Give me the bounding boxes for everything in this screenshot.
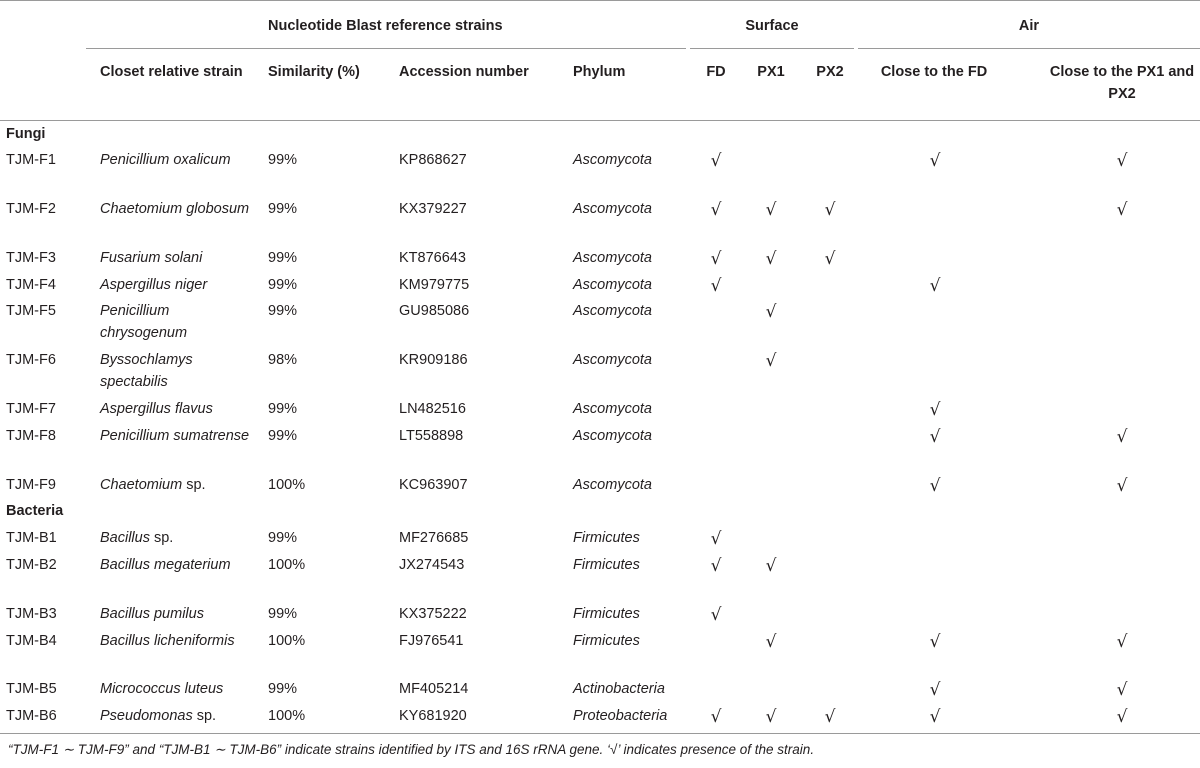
header-group-surface: Surface xyxy=(745,18,799,34)
similarity-value: 99% xyxy=(268,530,298,546)
top-rule xyxy=(0,0,1200,1)
accession-number: KP868627 xyxy=(399,152,467,168)
presence-check-air-fd: √ xyxy=(929,632,941,652)
accession-number: MF405214 xyxy=(399,681,469,697)
strain-name: Bacillus megaterium xyxy=(100,557,231,573)
similarity-value: 100% xyxy=(268,708,306,724)
similarity-value: 99% xyxy=(268,152,298,168)
similarity-value: 99% xyxy=(268,428,298,444)
strain-id: TJM-F8 xyxy=(6,428,56,444)
presence-check-px1: √ xyxy=(765,200,777,220)
presence-check-fd: √ xyxy=(710,249,722,269)
presence-check-fd: √ xyxy=(710,707,722,727)
phylum-name: Ascomycota xyxy=(573,428,652,444)
phylum-name: Firmicutes xyxy=(573,557,640,573)
presence-check-air-fd: √ xyxy=(929,680,941,700)
strain-name-cell xyxy=(100,554,250,576)
accession-number: LT558898 xyxy=(399,428,464,444)
strain-suffix: sp. xyxy=(149,530,174,546)
header-col-accession: Accession number xyxy=(399,64,529,80)
presence-check-px1: √ xyxy=(765,249,777,269)
similarity-value: 99% xyxy=(268,201,298,217)
header-col-air-fd: Close to the FD xyxy=(880,64,988,80)
strain-name-cell xyxy=(100,149,250,171)
phylum-name: Ascomycota xyxy=(573,277,652,293)
strain-suffix: sp. xyxy=(182,477,206,493)
strain-name: Chaetomium xyxy=(100,477,183,493)
strain-id: TJM-B2 xyxy=(6,557,57,573)
similarity-value: 99% xyxy=(268,303,298,319)
surface-group-rule xyxy=(690,48,854,49)
accession-number: MF276685 xyxy=(399,530,469,546)
strain-id: TJM-B4 xyxy=(6,633,57,649)
phylum-name: Ascomycota xyxy=(573,352,652,368)
strain-name-cell xyxy=(100,198,250,220)
presence-check-air-px: √ xyxy=(1116,707,1128,727)
strain-id: TJM-F7 xyxy=(6,401,56,417)
header-col-air-px: Close to the PX1 and PX2 xyxy=(1049,64,1195,102)
strain-name-cell xyxy=(100,474,250,496)
strain-name: Bacillus licheniformis xyxy=(100,633,235,649)
strain-id: TJM-B1 xyxy=(6,530,57,546)
presence-check-px2: √ xyxy=(824,249,836,269)
similarity-value: 99% xyxy=(268,606,298,622)
strain-id: TJM-F1 xyxy=(6,152,56,168)
strain-id: TJM-F5 xyxy=(6,303,56,319)
strain-id: TJM-B5 xyxy=(6,681,57,697)
strain-name-cell xyxy=(100,349,250,393)
strain-id: TJM-F4 xyxy=(6,277,56,293)
strain-name: Fusarium solani xyxy=(100,250,203,266)
similarity-value: 99% xyxy=(268,401,298,417)
similarity-value: 100% xyxy=(268,557,306,573)
header-col-px1: PX1 xyxy=(757,64,785,80)
header-col-fd: FD xyxy=(706,64,726,80)
strain-id: TJM-F6 xyxy=(6,352,56,368)
phylum-name: Actinobacteria xyxy=(573,681,665,697)
similarity-value: 99% xyxy=(268,277,298,293)
presence-check-air-fd: √ xyxy=(929,476,941,496)
presence-check-air-fd: √ xyxy=(929,427,941,447)
strain-name: Penicillium chrysogenum xyxy=(100,303,188,341)
phylum-name: Proteobacteria xyxy=(573,708,668,724)
accession-number: KT876643 xyxy=(399,250,466,266)
presence-check-air-px: √ xyxy=(1116,680,1128,700)
strain-name-cell xyxy=(100,398,250,420)
header-col-similarity: Similarity (%) xyxy=(268,64,360,80)
strain-name: Chaetomium globosum xyxy=(100,201,250,217)
strain-name: Bacillus pumilus xyxy=(100,606,204,622)
strain-name-cell xyxy=(100,425,250,447)
accession-number: KX375222 xyxy=(399,606,467,622)
accession-number: KX379227 xyxy=(399,201,467,217)
strain-suffix: sp. xyxy=(192,708,217,724)
strain-name: Aspergillus flavus xyxy=(100,401,213,417)
bottom-rule xyxy=(0,733,1200,734)
presence-check-air-fd: √ xyxy=(929,276,941,296)
strain-name-cell xyxy=(100,678,250,700)
strain-id: TJM-B3 xyxy=(6,606,57,622)
blast-group-rule xyxy=(86,48,686,49)
strain-name-cell xyxy=(100,247,250,269)
presence-check-fd: √ xyxy=(710,151,722,171)
strain-name-cell xyxy=(100,300,250,344)
accession-number: KR909186 xyxy=(399,352,468,368)
phylum-name: Firmicutes xyxy=(573,633,640,649)
air-group-rule xyxy=(858,48,1200,49)
strain-name-cell xyxy=(100,705,250,727)
accession-number: KC963907 xyxy=(399,477,468,493)
similarity-value: 100% xyxy=(268,477,306,493)
phylum-name: Ascomycota xyxy=(573,152,652,168)
accession-number: LN482516 xyxy=(399,401,466,417)
strain-name: Micrococcus luteus xyxy=(100,681,224,697)
phylum-name: Ascomycota xyxy=(573,303,652,319)
presence-check-air-fd: √ xyxy=(929,400,941,420)
similarity-value: 100% xyxy=(268,633,306,649)
accession-number: GU985086 xyxy=(399,303,470,319)
presence-check-air-px: √ xyxy=(1116,476,1128,496)
header-group-blast: Nucleotide Blast reference strains xyxy=(268,18,503,34)
accession-number: KM979775 xyxy=(399,277,470,293)
presence-check-air-px: √ xyxy=(1116,200,1128,220)
table-footnote: “TJM-F1 ∼ TJM-F9” and “TJM-B1 ∼ TJM-B6” indicate strains identified by ITS and 16S rRNA gene. ‘√’ indicates presence of the strain. xyxy=(8,742,815,757)
presence-check-air-px: √ xyxy=(1116,427,1128,447)
header-group-air: Air xyxy=(1018,18,1040,34)
section-title-bacteria: Bacteria xyxy=(6,503,64,519)
presence-check-fd: √ xyxy=(710,276,722,296)
presence-check-px1: √ xyxy=(765,632,777,652)
header-col-px2: PX2 xyxy=(816,64,844,80)
phylum-name: Firmicutes xyxy=(573,530,640,546)
presence-check-air-px: √ xyxy=(1116,632,1128,652)
presence-check-px2: √ xyxy=(824,200,836,220)
header-col-relative: Closet relative strain xyxy=(100,64,243,80)
presence-check-px1: √ xyxy=(765,351,777,371)
presence-check-fd: √ xyxy=(710,529,722,549)
strain-name: Pseudomonas xyxy=(100,708,193,724)
presence-check-px2: √ xyxy=(824,707,836,727)
strain-name-cell xyxy=(100,274,250,296)
presence-check-fd: √ xyxy=(710,556,722,576)
accession-number: JX274543 xyxy=(399,557,465,573)
presence-check-air-px: √ xyxy=(1116,151,1128,171)
presence-check-px1: √ xyxy=(765,556,777,576)
header-bottom-rule xyxy=(0,120,1200,121)
strain-name: Aspergillus niger xyxy=(100,277,208,293)
presence-check-px1: √ xyxy=(765,707,777,727)
strain-name: Byssochlamys spectabilis xyxy=(100,352,193,390)
accession-number: KY681920 xyxy=(399,708,467,724)
phylum-name: Ascomycota xyxy=(573,401,652,417)
strain-id: TJM-B6 xyxy=(6,708,57,724)
header-col-phylum: Phylum xyxy=(573,64,626,80)
phylum-name: Ascomycota xyxy=(573,250,652,266)
section-title-fungi: Fungi xyxy=(6,126,46,142)
strain-id: TJM-F9 xyxy=(6,477,56,493)
presence-check-fd: √ xyxy=(710,200,722,220)
presence-check-px1: √ xyxy=(765,302,777,322)
similarity-value: 99% xyxy=(268,250,298,266)
strain-name: Bacillus xyxy=(100,530,150,546)
presence-check-fd: √ xyxy=(710,605,722,625)
strain-name-cell xyxy=(100,603,250,625)
phylum-name: Ascomycota xyxy=(573,477,652,493)
similarity-value: 99% xyxy=(268,681,298,697)
accession-number: FJ976541 xyxy=(399,633,464,649)
presence-check-air-fd: √ xyxy=(929,707,941,727)
strain-id: TJM-F2 xyxy=(6,201,56,217)
presence-check-air-fd: √ xyxy=(929,151,941,171)
strain-name-cell xyxy=(100,630,250,652)
strain-name: Penicillium sumatrense xyxy=(100,428,250,444)
similarity-value: 98% xyxy=(268,352,298,368)
strain-name: Penicillium oxalicum xyxy=(100,152,231,168)
phylum-name: Firmicutes xyxy=(573,606,640,622)
phylum-name: Ascomycota xyxy=(573,201,652,217)
strain-id: TJM-F3 xyxy=(6,250,56,266)
strain-name-cell xyxy=(100,527,250,549)
